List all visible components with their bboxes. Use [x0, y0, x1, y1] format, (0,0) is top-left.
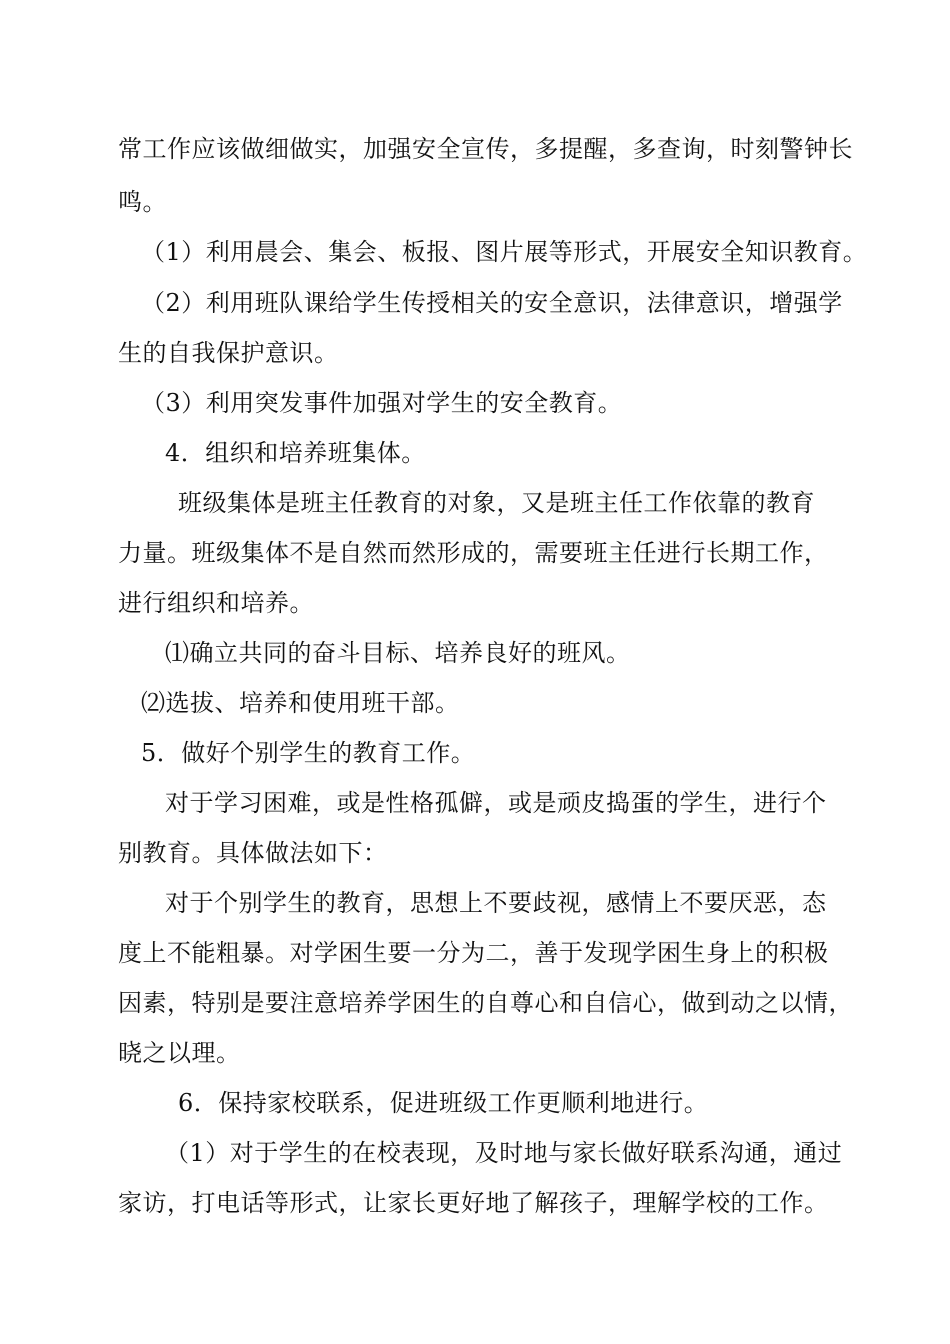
text-line: 对于学习困难，或是性格孤僻，或是顽皮捣蛋的学生，进行个	[165, 789, 827, 817]
text-line: 生的自我保护意识。	[118, 339, 339, 367]
text-line: 晓之以理。	[118, 1039, 241, 1067]
text-line: （2）利用班队课给学生传授相关的安全意识，法律意识，增强学	[141, 289, 843, 317]
text-line: （3）利用突发事件加强对学生的安全教育。	[141, 389, 623, 417]
text-line: 因素，特别是要注意培养学困生的自尊心和自信心，做到动之以情，	[118, 989, 853, 1017]
text-line: 进行组织和培养。	[118, 589, 314, 617]
text-line: ⑴确立共同的奋斗目标、培养良好的班风。	[165, 639, 631, 667]
text-line: 对于个别学生的教育，思想上不要歧视，感情上不要厌恶，态	[165, 889, 827, 917]
section-heading: 6．保持家校联系，促进班级工作更顺利地进行。	[178, 1089, 709, 1117]
text-line: 家访，打电话等形式，让家长更好地了解孩子，理解学校的工作。	[118, 1189, 829, 1217]
text-line: 力量。班级集体不是自然而然形成的，需要班主任进行长期工作，	[118, 539, 829, 567]
section-heading: 4．组织和培养班集体。	[165, 439, 426, 467]
section-heading: 5．做好个别学生的教育工作。	[141, 739, 476, 767]
text-line: ⑵选拔、培养和使用班干部。	[141, 689, 460, 717]
text-line: （1）利用晨会、集会、板报、图片展等形式，开展安全知识教育。	[141, 238, 868, 266]
text-line: 班级集体是班主任教育的对象，又是班主任工作依靠的教育	[178, 489, 815, 517]
text-line: 别教育。具体做法如下：	[118, 839, 388, 867]
text-line: 鸣。	[118, 188, 167, 216]
text-line: （1）对于学生的在校表现，及时地与家长做好联系沟通，通过	[165, 1139, 843, 1167]
text-line: 常工作应该做细做实，加强安全宣传，多提醒，多查询，时刻警钟长	[118, 135, 853, 163]
text-line: 度上不能粗暴。对学困生要一分为二，善于发现学困生身上的积极	[118, 939, 829, 967]
